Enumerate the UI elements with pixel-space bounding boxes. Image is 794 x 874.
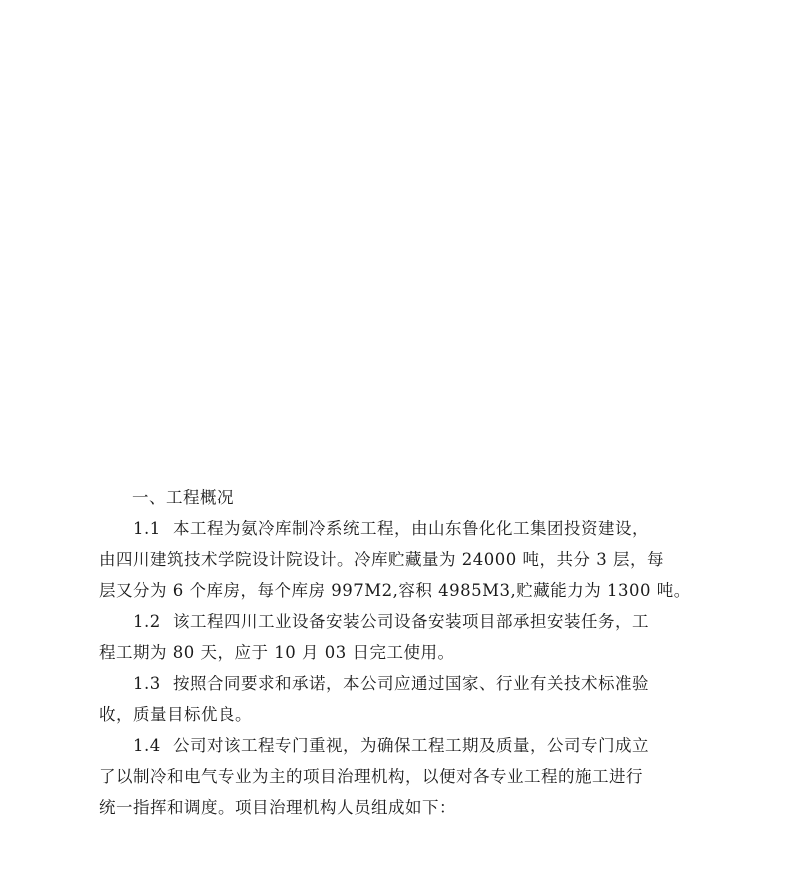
paragraph-number: 1.3 [133,674,161,693]
paragraph-1-1 [99,513,699,606]
paragraph-1-3 [99,668,699,730]
paragraph-line: 了以制冷和电气专业为主的项目治理机构，以便对各专业工程的施工进行 [99,767,643,786]
paragraph-line: 按照合同要求和承诺，本公司应通过国家、行业有关技术标准验 [173,674,649,693]
paragraph-1-2 [99,606,699,668]
paragraph-number: 1.4 [133,736,161,755]
section-heading: 一、工程概况 [132,488,234,507]
document-body [99,482,699,823]
paragraph-number: 1.1 [133,519,161,538]
paragraph-line: 公司对该工程专门重视，为确保工程工期及质量，公司专门成立 [173,736,649,755]
paragraph-line: 该工程四川工业设备安装公司设备安装项目部承担安装任务，工 [173,612,649,631]
paragraph-line: 收，质量目标优良。 [99,705,252,724]
paragraph-line: 统一指挥和调度。项目治理机构人员组成如下： [99,798,456,817]
paragraph-line: 层又分为 6 个库房，每个库房 997M2,容积 4985M3,贮藏能力为 1300 吨。 [99,581,691,600]
paragraph-line: 本工程为氨冷库制冷系统工程，由山东鲁化化工集团投资建设， [173,519,649,538]
paragraph-number: 1.2 [133,612,161,631]
paragraph-1-4 [99,730,699,823]
paragraph-line: 程工期为 80 天，应于 10 月 03 日完工使用。 [99,643,455,662]
paragraph-line: 由四川建筑技术学院设计院设计。冷库贮藏量为 24000 吨，共分 3 层，每 [99,550,664,569]
